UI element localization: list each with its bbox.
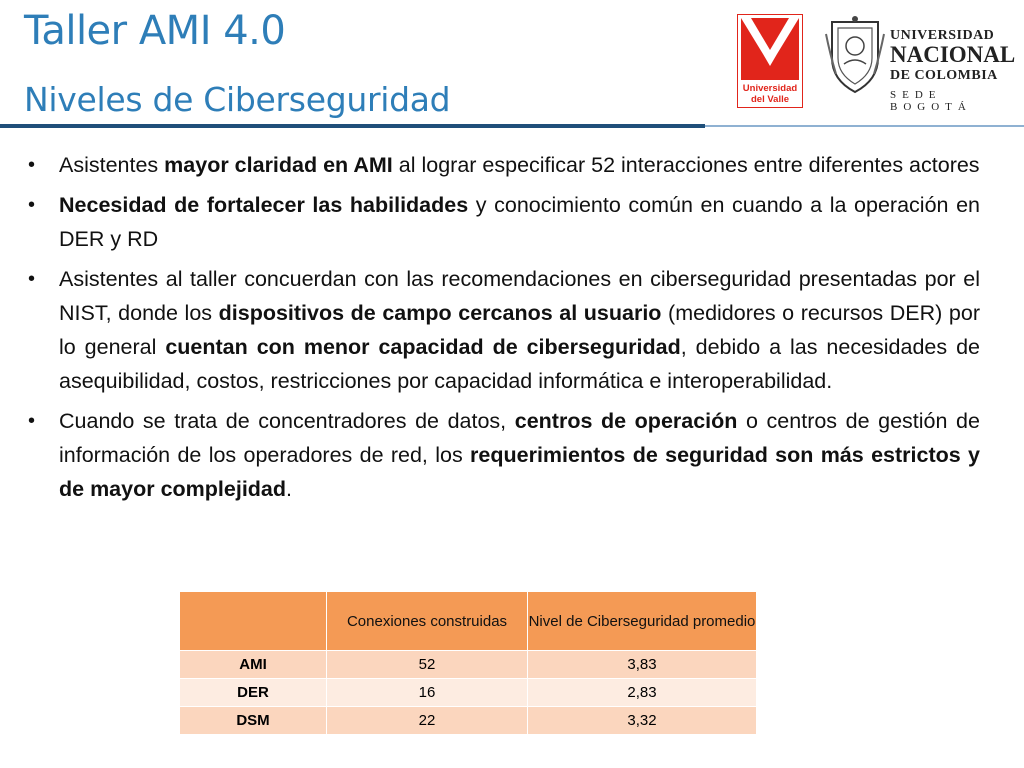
bullet-item: [28, 148, 980, 182]
table-cell: AMI: [180, 651, 327, 679]
bullet-text: [59, 409, 980, 501]
bullet-item: [28, 262, 980, 398]
table-header-cell: Conexiones construidas: [327, 592, 528, 651]
bullet-item: [28, 188, 980, 256]
bullet-segment: y conocimiento común en cuando a la operación en DER y RD: [59, 193, 980, 251]
bullet-segment: .: [286, 477, 292, 501]
univalle-logo-line1: Universidad: [742, 83, 798, 94]
bullet-segment: al lograr especificar 52 interacciones entre diferentes actores: [392, 153, 980, 177]
table-cell: 22: [327, 707, 528, 735]
bullet-list: [28, 148, 980, 512]
bullet-segment: Asistentes al taller concuerdan con las recomendaciones en ciberseguridad presentadas por el NIST, donde los: [59, 267, 980, 325]
bullet-segment: , debido a las necesidades de asequibilidad, costos, restricciones por capacidad informática e interoperabilidad.: [59, 335, 980, 393]
table-row: [180, 679, 757, 707]
unal-line2: NACIONAL: [890, 42, 1016, 67]
bullet-item: [28, 404, 980, 506]
title-divider: [0, 124, 705, 128]
bullet-text: [59, 153, 980, 177]
bullet-segment: o centros de gestión de información de los operadores de red, los: [59, 409, 980, 467]
table-row: [180, 651, 757, 679]
bullet-dot-icon: •: [28, 154, 36, 176]
table-cell: 2,83: [528, 679, 757, 707]
bullet-text: [59, 193, 980, 251]
table-cell: 3,83: [528, 651, 757, 679]
bullet-emphasis: Necesidad de fortalecer las habilidades: [59, 193, 469, 217]
slide-title: Taller AMI 4.0: [24, 8, 286, 54]
slide-subtitle: Niveles de Ciberseguridad: [24, 80, 451, 119]
bullet-dot-icon: •: [28, 268, 36, 290]
bullet-dot-icon: •: [28, 194, 36, 216]
unal-line3: DE COLOMBIA: [890, 68, 998, 83]
cybersecurity-table: [179, 591, 757, 735]
bullet-emphasis: dispositivos de campo cercanos al usuario: [218, 301, 662, 325]
title-divider-light: [705, 125, 1024, 127]
table-header-row: [180, 592, 757, 651]
univalle-logo: [737, 14, 803, 108]
bullet-text: [59, 267, 980, 393]
table-header-cell: [180, 592, 327, 651]
unal-wordmark: [890, 28, 1024, 113]
table-header-cell: Nivel de Ciberseguridad promedio: [528, 592, 757, 651]
bullet-emphasis: requerimientos de seguridad son más estrictos y de mayor complejidad: [59, 443, 981, 501]
bullet-dot-icon: •: [28, 410, 36, 432]
bullet-segment: Asistentes: [59, 153, 165, 177]
table-cell: DER: [180, 679, 327, 707]
bullet-emphasis: cuentan con menor capacidad de ciberseguridad: [165, 335, 681, 359]
table-cell: 16: [327, 679, 528, 707]
bullet-segment: Cuando se trata de concentradores de datos,: [59, 409, 515, 433]
table-row: [180, 707, 757, 735]
table-cell: DSM: [180, 707, 327, 735]
univalle-logo-line2: del Valle: [750, 94, 790, 105]
unal-line4: SEDE BOGOTÁ: [890, 89, 972, 113]
unal-line1: UNIVERSIDAD: [890, 28, 995, 43]
table-cell: 3,32: [528, 707, 757, 735]
bullet-emphasis: centros de operación: [514, 409, 738, 433]
bullet-emphasis: mayor claridad en AMI: [164, 153, 393, 177]
table-cell: 52: [327, 651, 528, 679]
unal-crest-icon: [824, 14, 886, 96]
bullet-segment: (medidores o recursos DER) por lo general: [59, 301, 981, 359]
